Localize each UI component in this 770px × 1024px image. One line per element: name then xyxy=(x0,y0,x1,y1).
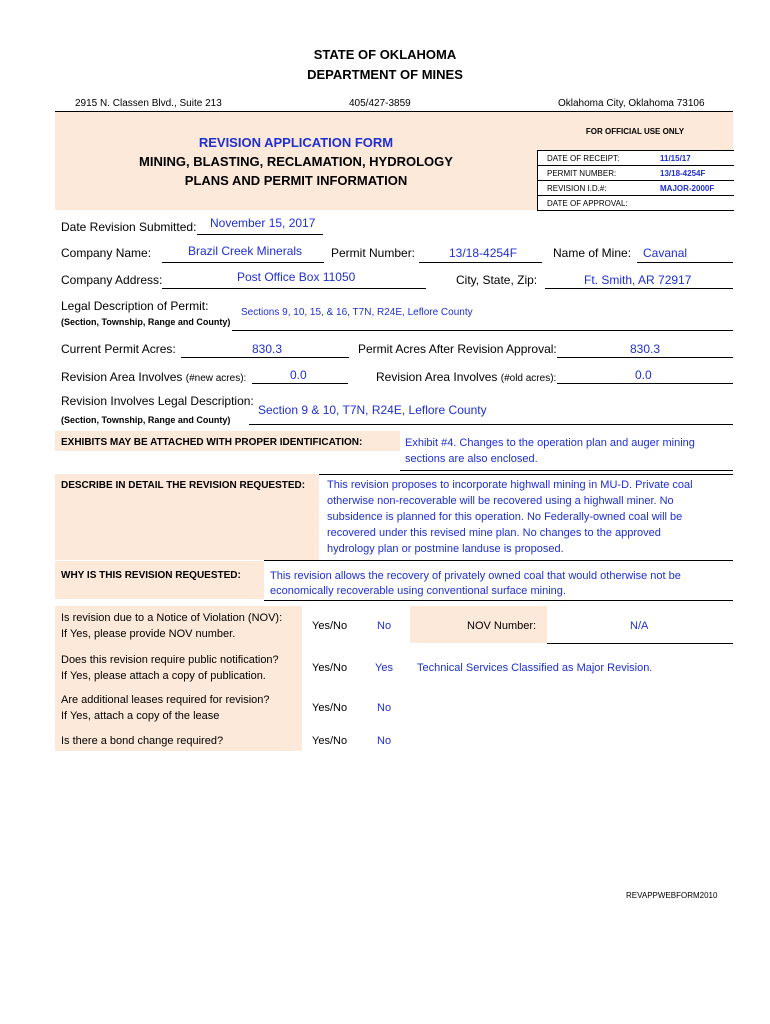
area-old-field[interactable]: 0.0 xyxy=(635,368,652,382)
permit-number-underline xyxy=(419,262,542,263)
describe-top-rule xyxy=(319,474,733,475)
mine-name-field[interactable]: Cavanal xyxy=(643,246,688,260)
date-submitted-field[interactable]: November 15, 2017 xyxy=(210,216,316,230)
legal-desc-underline xyxy=(232,330,733,331)
company-address-field[interactable]: Post Office Box 11050 xyxy=(237,270,356,284)
question-2-line-2: If Yes, please attach a copy of publication. xyxy=(61,670,266,682)
official-use-table xyxy=(537,150,734,211)
question-4-answer[interactable]: No xyxy=(377,735,392,747)
official-row xyxy=(538,196,734,211)
office-phone: 405/427-3859 xyxy=(349,98,411,109)
why-line-2[interactable]: economically recoverable using conventional surface mining. xyxy=(270,585,566,597)
rev-legal-sublabel: (Section, Township, Range and County) xyxy=(61,415,231,425)
area-new-field[interactable]: 0.0 xyxy=(290,368,307,382)
state-heading: STATE OF OKLAHOMA xyxy=(313,47,457,62)
area-old-label xyxy=(376,368,556,386)
describe-underline xyxy=(264,560,733,561)
after-acres-label: Permit Acres After Revision Approval: xyxy=(358,342,557,356)
permit-number-label: Permit Number: xyxy=(331,246,416,260)
official-row xyxy=(538,181,734,196)
mine-name-label: Name of Mine: xyxy=(553,246,632,260)
area-old-label-unit: (#old acres): xyxy=(500,373,557,384)
question-2-line-1: Does this revision require public notification? xyxy=(61,654,279,666)
official-row-value: 13/18-4254F xyxy=(660,169,706,178)
question-4-yesno-label: Yes/No xyxy=(312,735,348,747)
question-3-yesno-label: Yes/No xyxy=(312,702,348,714)
office-city: Oklahoma City, Oklahoma 73106 xyxy=(558,98,705,109)
nov-number-field[interactable]: N/A xyxy=(630,620,649,632)
area-new-label-text: Revision Area Involves xyxy=(61,370,186,384)
city-state-zip-underline xyxy=(545,288,733,289)
company-name-label: Company Name: xyxy=(61,246,152,260)
describe-label: DESCRIBE IN DETAIL THE REVISION REQUESTED: xyxy=(61,480,306,491)
official-row-label: REVISION I.D.#: xyxy=(547,184,607,193)
department-heading: DEPARTMENT OF MINES xyxy=(307,67,463,82)
describe-line[interactable]: recovered under this revised mine plan. No changes to the approved xyxy=(327,527,661,539)
official-row-value: MAJOR-2000F xyxy=(660,184,715,193)
date-submitted-underline xyxy=(197,234,323,235)
area-old-underline xyxy=(557,383,733,384)
question-2-yesno-label: Yes/No xyxy=(312,662,348,674)
question-1-line-1: Is revision due to a Notice of Violation (NOV): xyxy=(61,612,283,624)
exhibits-line-2[interactable]: sections are also enclosed. xyxy=(405,453,538,465)
city-state-zip-field[interactable]: Ft. Smith, AR 72917 xyxy=(584,273,692,287)
area-new-underline xyxy=(252,383,348,384)
question-2-note[interactable]: Technical Services Classified as Major Revision. xyxy=(417,662,653,674)
nov-number-underline xyxy=(547,643,733,644)
current-acres-underline xyxy=(181,357,349,358)
company-name-field[interactable]: Brazil Creek Minerals xyxy=(188,244,303,258)
exhibits-underline xyxy=(400,470,733,471)
mine-name-underline xyxy=(637,262,733,263)
current-acres-label: Current Permit Acres: xyxy=(61,342,176,356)
official-row-label: PERMIT NUMBER: xyxy=(547,169,617,178)
question-1-yesno-label: Yes/No xyxy=(312,620,348,632)
why-line-1[interactable]: This revision allows the recovery of privately owned coal that would otherwise not be xyxy=(270,570,681,582)
form-subtitle-1: MINING, BLASTING, RECLAMATION, HYDROLOGY xyxy=(139,154,453,169)
describe-line[interactable]: otherwise non-recoverable will be recovered using a highwall miner. No xyxy=(327,495,674,507)
after-acres-underline xyxy=(557,357,733,358)
legal-desc-sublabel: (Section, Township, Range and County) xyxy=(61,317,231,327)
office-address: 2915 N. Classen Blvd., Suite 213 xyxy=(75,98,222,109)
company-name-underline xyxy=(162,262,324,263)
question-3-line-2: If Yes, attach a copy of the lease xyxy=(61,710,220,722)
question-4-line-1: Is there a bond change required? xyxy=(61,735,224,747)
why-label: WHY IS THIS REVISION REQUESTED: xyxy=(61,570,241,581)
why-underline xyxy=(264,600,733,601)
area-new-label xyxy=(61,368,246,386)
describe-line[interactable]: hydrology plan or postmine landuse is proposed. xyxy=(327,543,564,555)
official-row-label: DATE OF APPROVAL: xyxy=(547,199,628,208)
official-row-label: DATE OF RECEIPT: xyxy=(547,154,620,163)
rev-legal-label: Revision Involves Legal Description: xyxy=(61,394,254,408)
question-1-answer[interactable]: No xyxy=(377,620,392,632)
form-title: REVISION APPLICATION FORM xyxy=(198,135,394,150)
date-submitted-label: Date Revision Submitted: xyxy=(61,220,197,234)
nov-number-label: NOV Number: xyxy=(467,620,537,632)
area-new-label-unit: (#new acres): xyxy=(185,373,247,384)
question-3-answer[interactable]: No xyxy=(377,702,392,714)
legal-desc-field[interactable]: Sections 9, 10, 15, & 16, T7N, R24E, Leflore County xyxy=(241,307,473,318)
rev-legal-field[interactable]: Section 9 & 10, T7N, R24E, Leflore County xyxy=(258,403,487,417)
legal-desc-label: Legal Description of Permit: xyxy=(61,299,209,313)
area-old-label-text: Revision Area Involves xyxy=(376,370,501,384)
rev-legal-underline xyxy=(249,424,733,425)
company-address-label: Company Address: xyxy=(61,273,163,287)
form-code: REVAPPWEBFORM2010 xyxy=(626,891,718,900)
question-1-line-2: If Yes, please provide NOV number. xyxy=(61,628,236,640)
official-row xyxy=(538,166,734,181)
describe-line[interactable]: subsidence is planned for this operation. No Federally-owned coal will be xyxy=(327,511,683,523)
current-acres-field[interactable]: 830.3 xyxy=(252,342,283,356)
after-acres-field[interactable]: 830.3 xyxy=(630,342,661,356)
question-2-answer[interactable]: Yes xyxy=(375,662,393,674)
city-state-zip-label: City, State, Zip: xyxy=(456,273,538,287)
permit-number-field[interactable]: 13/18-4254F xyxy=(449,246,518,260)
form-subtitle-2: PLANS AND PERMIT INFORMATION xyxy=(184,173,408,188)
exhibits-line-1[interactable]: Exhibit #4. Changes to the operation plan and auger mining xyxy=(405,437,695,449)
describe-line[interactable]: This revision proposes to incorporate highwall mining in MU-D. Private coal xyxy=(327,479,693,491)
exhibits-label: EXHIBITS MAY BE ATTACHED WITH PROPER IDENTIFICATION: xyxy=(61,437,363,448)
company-address-underline xyxy=(162,288,426,289)
question-3-line-1: Are additional leases required for revision? xyxy=(61,694,270,706)
official-row-value: 11/15/17 xyxy=(660,154,691,163)
official-use-heading: FOR OFFICIAL USE ONLY xyxy=(585,127,685,136)
official-row xyxy=(538,151,734,166)
